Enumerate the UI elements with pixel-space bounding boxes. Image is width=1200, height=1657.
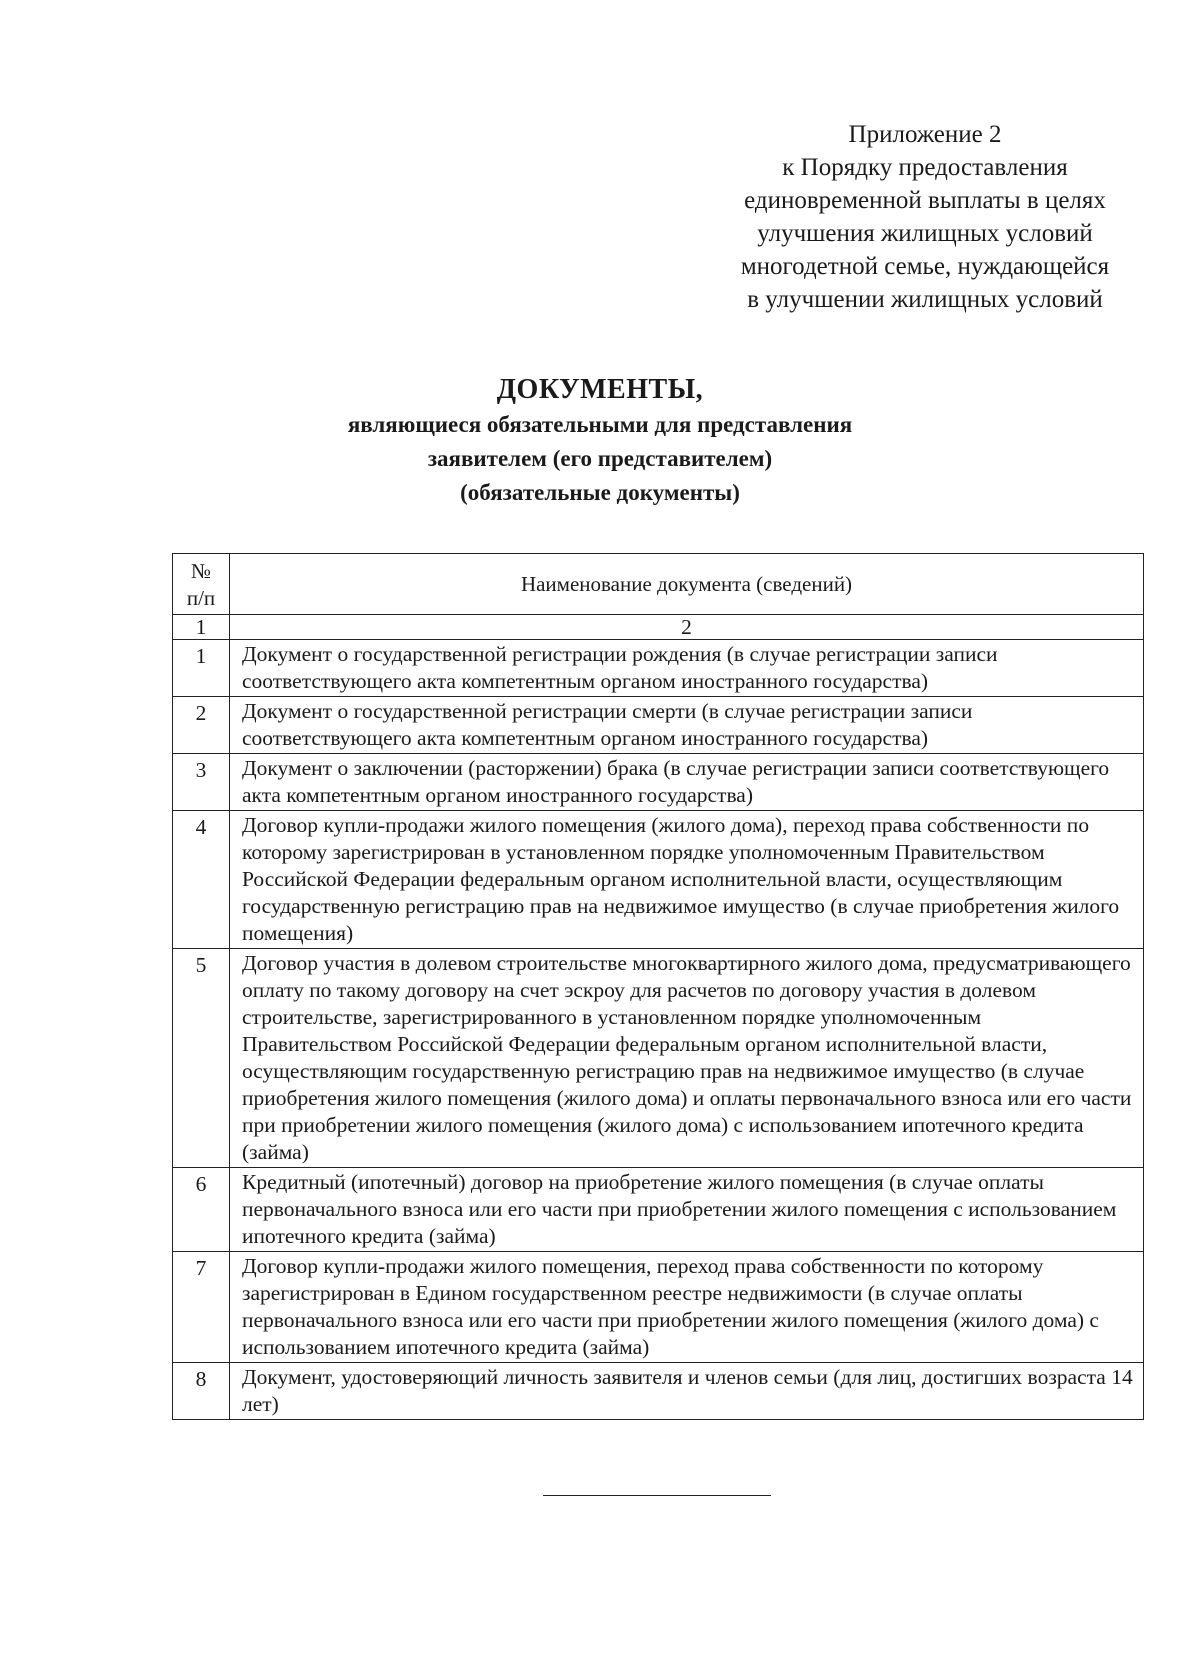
column-index-cell: 2	[230, 615, 1144, 640]
header-number-abbr: п/п	[186, 586, 216, 610]
table-row	[173, 1252, 1144, 1363]
page-title: ДОКУМЕНТЫ,	[496, 374, 704, 405]
row-number: 4	[173, 811, 230, 949]
closing-divider	[543, 1495, 771, 1496]
row-number: 5	[173, 949, 230, 1168]
table-row	[173, 811, 1144, 949]
row-document-name: Документ, удостоверяющий личность заявителя и членов семьи (для лиц, достигших возраста 14 лет)	[230, 1363, 1144, 1420]
documents-table	[172, 553, 1144, 1420]
row-document-name: Договор купли-продажи жилого помещения (жилого дома), переход права собственности по которому зарегистрирован в установленном порядке уполномоченным Правительством Российской Федерации федеральным органом исполнительной власти, осуществляющим государственную регистрацию прав на недвижимое имущество (в случае приобретения жилого помещения)	[230, 811, 1144, 949]
heading-line: заявителем (его представителем)	[427, 446, 773, 471]
row-document-name: Кредитный (ипотечный) договор на приобретение жилого помещения (в случае оплаты первоначального взноса или его части при приобретении жилого помещения с использованием ипотечного кредита (займа)	[230, 1168, 1144, 1252]
table-row	[173, 1168, 1144, 1252]
row-document-name: Договор участия в долевом строительстве многоквартирного жилого дома, предусматривающего оплату по такому договору на счет эскроу для расчетов по договору участия в долевом строительстве, зарегистрированного в установленном порядке уполномоченным Правительством Российской Федерации федеральным органом исполнительной власти, осуществляющим государственную регистрацию прав на недвижимое имущество (в случае приобретения жилого помещения (жилого дома) и оплаты первоначального взноса или его части при приобретении жилого помещения (жилого дома) с использованием ипотечного кредита (займа)	[230, 949, 1144, 1168]
column-index-cell: 1	[173, 615, 230, 640]
appendix-line: улучшения жилищных условий	[757, 220, 1093, 247]
appendix-line: единовременной выплаты в целях	[744, 187, 1106, 214]
row-number: 8	[173, 1363, 230, 1420]
document-heading	[0, 372, 1200, 510]
row-number: 2	[173, 697, 230, 754]
table-row	[173, 697, 1144, 754]
header-number-sign: №	[190, 559, 212, 583]
column-index-row	[173, 615, 1144, 640]
appendix-line: многодетной семье, нуждающейся	[740, 253, 1110, 280]
table-row	[173, 949, 1144, 1168]
row-document-name: Документ о заключении (расторжении) брака (в случае регистрации записи соответствующего акта компетентным органом иностранного государства)	[230, 754, 1144, 811]
header-name-cell: Наименование документа (сведений)	[230, 554, 1144, 615]
appendix-line: Приложение 2	[848, 121, 1002, 148]
table-row	[173, 754, 1144, 811]
table-row	[173, 1363, 1144, 1420]
appendix-line: к Порядку предоставления	[782, 154, 1068, 181]
heading-line: являющиеся обязательными для представления	[347, 412, 853, 437]
table-row	[173, 640, 1144, 697]
row-document-name: Документ о государственной регистрации рождения (в случае регистрации записи соответствующего акта компетентным органом иностранного государства)	[230, 640, 1144, 697]
row-number: 6	[173, 1168, 230, 1252]
row-number: 1	[173, 640, 230, 697]
heading-line: (обязательные документы)	[460, 480, 740, 505]
header-number-cell	[173, 554, 230, 615]
row-document-name: Договор купли-продажи жилого помещения, переход права собственности по которому зарегистрирован в Едином государственном реестре недвижимости (в случае оплаты первоначального взноса или его части при приобретении жилого помещения (жилого дома) с использованием ипотечного кредита (займа)	[230, 1252, 1144, 1363]
row-number: 7	[173, 1252, 230, 1363]
row-document-name: Документ о государственной регистрации смерти (в случае регистрации записи соответствующего акта компетентным органом иностранного государства)	[230, 697, 1144, 754]
row-number: 3	[173, 754, 230, 811]
appendix-line: в улучшении жилищных условий	[747, 286, 1103, 313]
appendix-note	[690, 118, 1160, 316]
table-header-row	[173, 554, 1144, 615]
